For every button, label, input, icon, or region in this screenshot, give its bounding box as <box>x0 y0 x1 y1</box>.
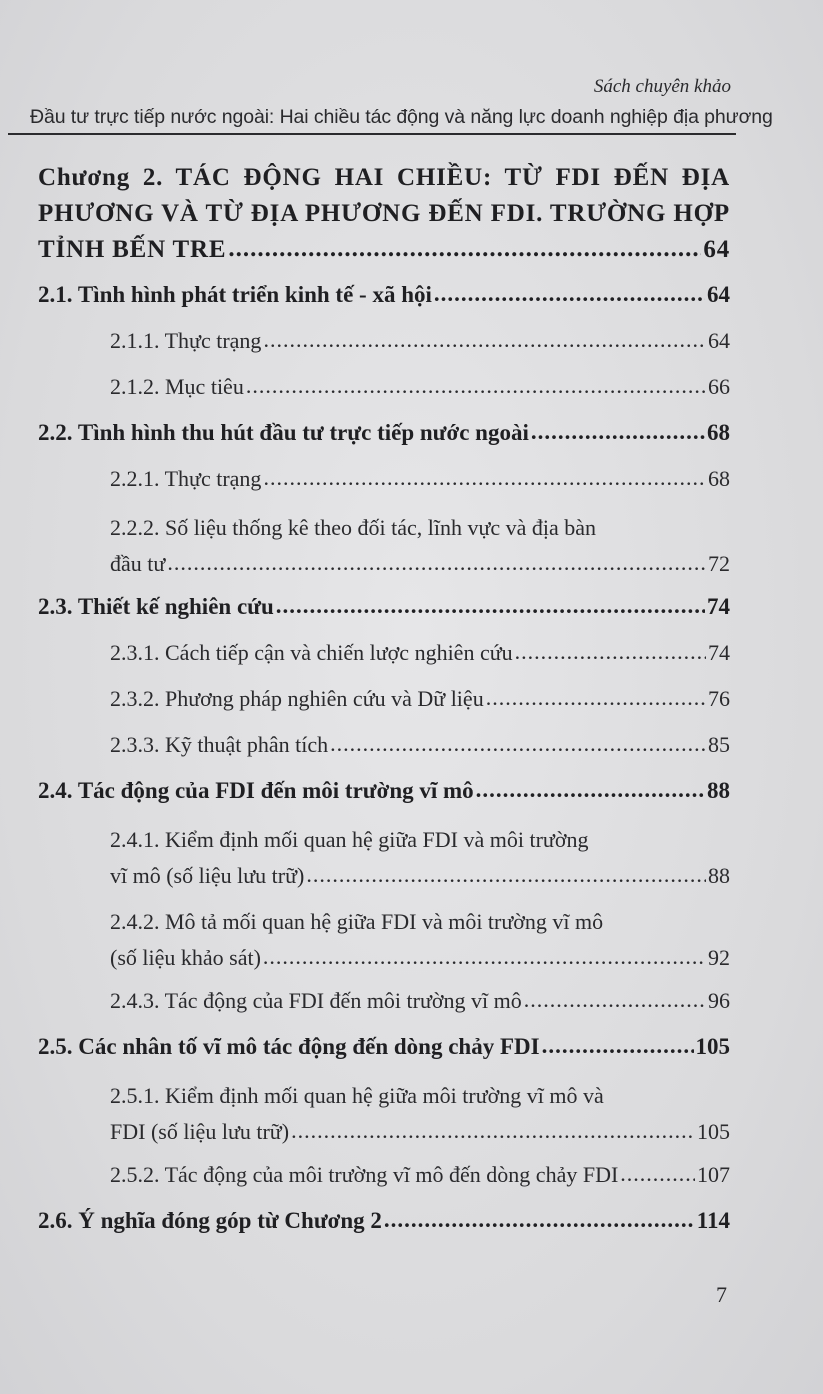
toc-entry-2-1[interactable] <box>38 272 730 318</box>
leader-dots <box>542 1023 694 1069</box>
leader-dots <box>263 455 706 501</box>
page-ref: 68 <box>707 420 730 445</box>
entry-label-line-2: đầu tư <box>110 551 166 576</box>
toc-entry-2-3-2[interactable] <box>38 676 730 722</box>
toc-entry-2-1-1[interactable] <box>38 318 730 364</box>
toc-entry-2-1-2[interactable] <box>38 364 730 410</box>
entry-label-line-2: (số liệu khảo sát) <box>110 945 261 970</box>
page-ref: 92 <box>708 945 730 970</box>
page-ref: 105 <box>695 1034 730 1059</box>
page-number: 7 <box>716 1282 727 1307</box>
leader-dots <box>306 857 706 893</box>
toc-entry-2-5[interactable] <box>38 1024 730 1070</box>
leader-dots <box>276 583 705 629</box>
entry-label-line-2: FDI (số liệu lưu trữ) <box>110 1119 290 1144</box>
page-ref: 74 <box>707 594 730 619</box>
entry-label: 2.5.2. Tác động của môi trường vĩ mô đến dòng chảy FDI <box>110 1162 619 1187</box>
toc-entry-2-3-3[interactable] <box>38 722 730 768</box>
leader-dots <box>330 721 706 767</box>
leader-dots <box>531 409 705 455</box>
entry-label: 2.1. Tình hình phát triển kinh tế - xã hội <box>38 282 432 307</box>
page-ref: 114 <box>696 1208 730 1233</box>
page-ref: 64 <box>707 282 730 307</box>
running-header: Đầu tư trực tiếp nước ngoài: Hai chiều tác động và năng lực doanh nghiệp địa phương <box>30 106 773 128</box>
leader-dots <box>263 939 706 975</box>
page-ref: 64 <box>703 236 730 263</box>
book-series-label: Sách chuyên khảo <box>593 76 731 97</box>
leader-dots <box>291 1113 695 1149</box>
leader-dots <box>486 675 706 721</box>
page-ref: 107 <box>697 1162 730 1187</box>
entry-label: 2.3. Thiết kế nghiên cứu <box>38 594 274 619</box>
leader-dots <box>167 545 706 581</box>
leader-dots <box>524 977 706 1023</box>
entry-label: 2.1.1. Thực trạng <box>110 328 262 353</box>
entry-label: 2.5. Các nhân tố vĩ mô tác động đến dòng chảy FDI <box>38 1034 540 1059</box>
toc-entry-2-3[interactable] <box>38 584 730 630</box>
entry-label: 2.2. Tình hình thu hút đầu tư trực tiếp nước ngoài <box>38 420 529 445</box>
entry-label-line-1: 2.4.1. Kiểm định mối quan hệ giữa FDI và môi trường <box>110 827 589 852</box>
toc-entry-2-6[interactable] <box>38 1198 730 1244</box>
toc-entry-2-2-1[interactable] <box>38 456 730 502</box>
chapter-title-line-2: PHƯƠNG VÀ TỪ ĐỊA PHƯƠNG ĐẾN FDI. TRƯỜNG HỢP <box>38 200 730 227</box>
page-ref: 66 <box>708 374 730 399</box>
entry-label: 2.3.2. Phương pháp nghiên cứu và Dữ liệu <box>110 686 484 711</box>
page-ref: 85 <box>708 732 730 757</box>
chapter-title-line-3: TỈNH BẾN TRE <box>38 236 227 263</box>
header-rule <box>8 133 736 135</box>
toc-entry-2-5-2[interactable] <box>38 1152 730 1198</box>
leader-dots <box>620 1151 695 1197</box>
toc-entry-2-4-2[interactable] <box>38 896 730 978</box>
entry-label-line-1: 2.5.1. Kiểm định mối quan hệ giữa môi trường vĩ mô và <box>110 1083 604 1108</box>
chapter-title-line-1: Chương 2. TÁC ĐỘNG HAI CHIỀU: TỪ FDI ĐẾN ĐỊA <box>38 164 730 191</box>
leader-dots <box>384 1197 695 1243</box>
page-ref: 88 <box>707 778 730 803</box>
leader-dots <box>476 767 705 813</box>
page-ref: 96 <box>708 988 730 1013</box>
leader-dots <box>515 629 706 675</box>
entry-label: 2.4.3. Tác động của FDI đến môi trường vĩ mô <box>110 988 522 1013</box>
leader-dots <box>434 271 705 317</box>
entry-label: 2.4. Tác động của FDI đến môi trường vĩ mô <box>38 778 474 803</box>
toc-chapter-2[interactable] <box>38 160 730 268</box>
page-ref: 64 <box>708 328 730 353</box>
table-of-contents <box>38 160 730 1244</box>
leader-dots <box>263 317 706 363</box>
entry-label: 2.3.1. Cách tiếp cận và chiến lược nghiên cứu <box>110 640 513 665</box>
toc-entry-2-4-1[interactable] <box>38 814 730 896</box>
page-ref: 88 <box>708 863 730 888</box>
page-ref: 74 <box>708 640 730 665</box>
toc-entry-2-3-1[interactable] <box>38 630 730 676</box>
leader-dots <box>228 231 701 267</box>
toc-entry-2-5-1[interactable] <box>38 1070 730 1152</box>
page-ref: 72 <box>708 551 730 576</box>
toc-entry-2-2[interactable] <box>38 410 730 456</box>
page-ref: 76 <box>708 686 730 711</box>
entry-label-line-1: 2.4.2. Mô tả mối quan hệ giữa FDI và môi trường vĩ mô <box>110 909 604 934</box>
entry-label: 2.6. Ý nghĩa đóng góp từ Chương 2 <box>38 1208 382 1233</box>
page-ref: 105 <box>697 1119 730 1144</box>
leader-dots <box>246 363 706 409</box>
page-ref: 68 <box>708 466 730 491</box>
entry-label: 2.3.3. Kỹ thuật phân tích <box>110 732 329 757</box>
entry-label: 2.1.2. Mục tiêu <box>110 374 244 399</box>
entry-label-line-1: 2.2.2. Số liệu thống kê theo đối tác, lĩnh vực và địa bàn <box>110 515 597 540</box>
toc-entry-2-4[interactable] <box>38 768 730 814</box>
entry-label: 2.2.1. Thực trạng <box>110 466 262 491</box>
toc-entry-2-4-3[interactable] <box>38 978 730 1024</box>
entry-label-line-2: vĩ mô (số liệu lưu trữ) <box>110 863 305 888</box>
toc-entry-2-2-2[interactable] <box>38 502 730 584</box>
